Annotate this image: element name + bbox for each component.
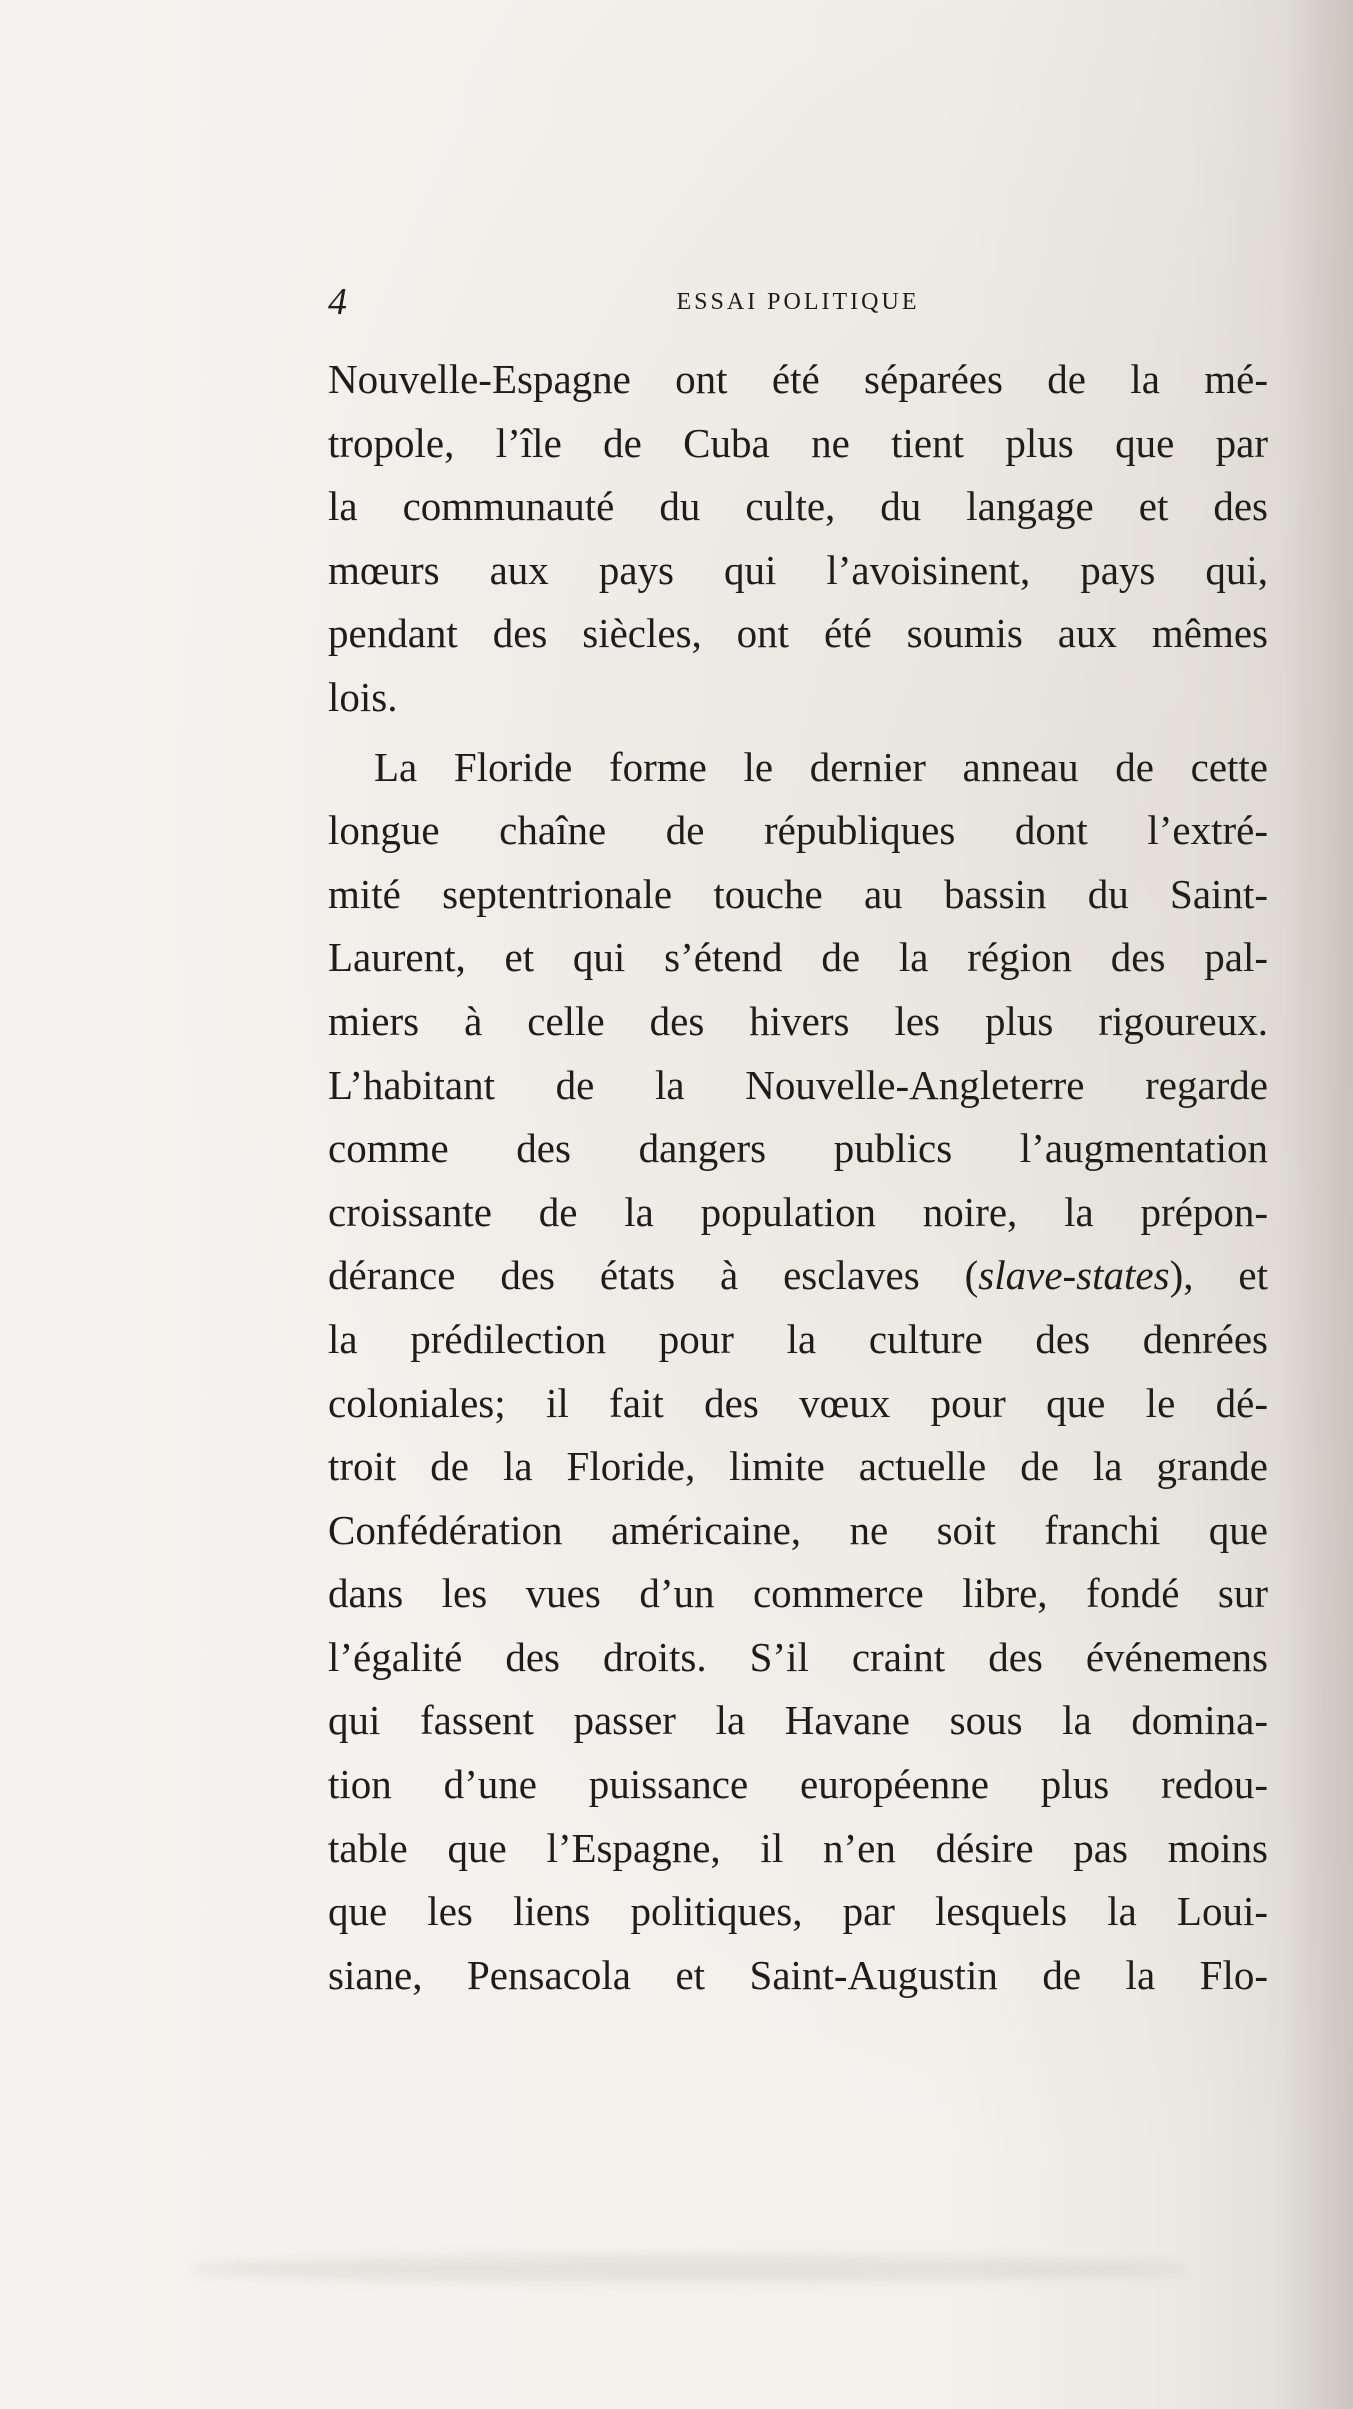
text-line: croissante de la population noire, la prépon- (328, 1188, 1268, 1235)
text-line: Laurent, et qui s’étend de la région des pal- (328, 934, 1268, 981)
text-line: tropole, l’île de Cuba ne tient plus que par (328, 419, 1268, 466)
text-line: dans les vues d’un commerce libre, fondé sur (328, 1570, 1268, 1617)
text-line: siane, Pensacola et Saint-Augustin de la Flo- (328, 1951, 1268, 1998)
body-text (328, 348, 1268, 2007)
text-line: comme des dangers publics l’augmentation (328, 1125, 1268, 1172)
page-edge-shadow (1283, 0, 1353, 2409)
page-header (328, 282, 1268, 322)
text-line: longue chaîne de républiques dont l’extré- (328, 807, 1268, 854)
text-line: miers à celle des hivers les plus rigoureux. (328, 997, 1268, 1044)
text-line: Nouvelle-Espagne ont été séparées de la mé- (328, 356, 1268, 402)
text-line: la prédilection pour la culture des denrées (328, 1315, 1268, 1362)
text-line: tion d’une puissance européenne plus redou- (328, 1761, 1268, 1808)
text-line: Confédération américaine, ne soit franchi que (328, 1506, 1268, 1553)
text-line: La Floride forme le dernier anneau de cette (374, 743, 1268, 790)
running-title: ESSAI POLITIQUE (676, 289, 920, 315)
text-line: L’habitant de la Nouvelle-Angleterre regarde (328, 1061, 1268, 1108)
text-line: mœurs aux pays qui l’avoisinent, pays qui, (328, 546, 1268, 593)
text-line: lois. (328, 673, 398, 720)
text-line: qui fassent passer la Havane sous la domina- (328, 1697, 1268, 1744)
italic-term: slave-states (978, 1252, 1170, 1299)
text-line: l’égalité des droits. S’il craint des événemens (328, 1633, 1268, 1680)
text-line: troit de la Floride, limite actuelle de la grande (328, 1443, 1268, 1490)
text-line: la communauté du culte, du langage et des (328, 483, 1268, 530)
text-line: coloniales; il fait des vœux pour que le dé- (328, 1379, 1268, 1426)
paper-smudge (190, 2255, 1190, 2283)
text-line: mité septentrionale touche au bassin du Saint- (328, 870, 1268, 917)
text-line: que les liens politiques, par lesquels la Loui- (328, 1888, 1268, 1935)
page-number: 4 (328, 281, 347, 323)
text-line: pendant des siècles, ont été soumis aux mêmes (328, 610, 1268, 657)
text-line: table que l’Espagne, il n’en désire pas moins (328, 1824, 1268, 1871)
text-line: dérance des états à esclaves (slave-states), et (328, 1252, 1268, 1299)
